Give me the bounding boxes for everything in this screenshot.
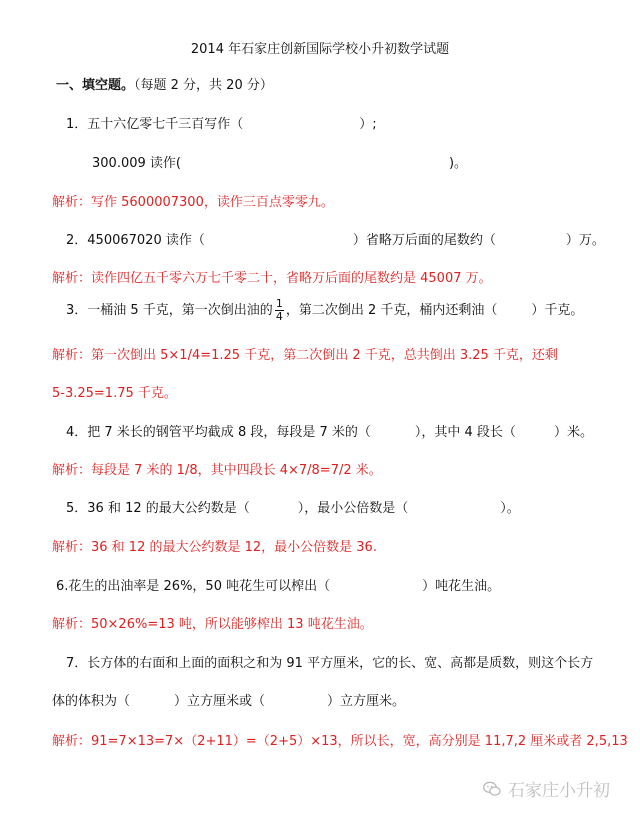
q1-sub-text-end: )。 bbox=[448, 156, 468, 171]
question-7-line-1: 7．长方体的右面和上面的面积之和为 91 平方厘米，它的长、宽、高都是质数，则这个长方 bbox=[66, 656, 594, 671]
answer-2: 解析：读作四亿五千零六万七千零二十，省略万后面的尾数约是 45007 万。 bbox=[52, 271, 492, 286]
answer-3-line-2: 5-3.25=1.75 千克。 bbox=[52, 386, 177, 401]
q4-text-end: ）米。 bbox=[553, 425, 593, 440]
q3-text-mid: ，第二次倒出 2 千克，桶内还剩油（ bbox=[285, 303, 498, 318]
question-1-sub bbox=[92, 152, 467, 171]
page-title: 2014 年石家庄创新国际学校小升初数学试题 bbox=[190, 42, 450, 57]
q1-text-end: ）; bbox=[359, 117, 377, 132]
q1-sub-text: 300.009 读作( bbox=[92, 156, 181, 171]
answer-6: 解析：50×26%=13 吨，所以能够榨出 13 吨花生油。 bbox=[52, 617, 373, 632]
section-note: （每题 2 分，共 20 分） bbox=[134, 78, 273, 93]
q5-text-mid: ），最小公倍数是（ bbox=[297, 501, 409, 516]
q5-text: 5．36 和 12 的最大公约数是（ bbox=[66, 501, 250, 516]
q7-text-end: ）立方厘米。 bbox=[327, 694, 406, 709]
q2-text-end: ）万。 bbox=[565, 233, 605, 248]
q6-text-end: ）吨花生油。 bbox=[422, 579, 501, 594]
q6-text: 6.花生的出油率是 26%，50 吨花生可以榨出（ bbox=[56, 579, 331, 594]
watermark-text: 石家庄小升初 bbox=[508, 781, 610, 801]
question-5 bbox=[66, 497, 520, 516]
q4-text-mid: ），其中 4 段长（ bbox=[414, 425, 516, 440]
fraction-numerator: 1 bbox=[275, 297, 283, 310]
q2-text-mid: ）省略万后面的尾数约（ bbox=[352, 233, 496, 248]
wechat-icon bbox=[482, 779, 502, 799]
section-title: 一、填空题。 bbox=[56, 78, 135, 93]
answer-1: 解析：写作 5600007300，读作三百点零零九。 bbox=[52, 195, 334, 210]
q7-text-mid: ）立方厘米或（ bbox=[174, 694, 266, 709]
question-1 bbox=[66, 113, 377, 132]
question-7-line-2 bbox=[52, 690, 405, 709]
question-2 bbox=[66, 229, 605, 248]
answer-4: 解析：每段是 7 米的 1/8，其中四段长 4×7/8=7/2 米。 bbox=[52, 463, 382, 478]
question-4 bbox=[66, 421, 593, 440]
question-3 bbox=[66, 298, 583, 323]
question-6 bbox=[56, 575, 500, 594]
answer-7: 解析：91=7×13=7×（2+11）=（2+5）×13，所以长，宽，高分别是 11,7,2 厘米或者 2,5,13 bbox=[52, 734, 628, 749]
q1-text: 1．五十六亿零七千三百写作（ bbox=[66, 117, 244, 132]
fraction bbox=[275, 298, 284, 323]
watermark bbox=[482, 776, 610, 801]
answer-3-line-1: 解析：第一次倒出 5×1/4=1.25 千克，第二次倒出 2 千克，总共倒出 3.25 千克，还剩 bbox=[52, 348, 558, 363]
q3-text-end: ）千克。 bbox=[531, 303, 584, 318]
q5-text-end: ）。 bbox=[500, 501, 520, 516]
q3-text: 3．一桶油 5 千克，第一次倒出油的 bbox=[66, 303, 273, 318]
q4-text: 4．把 7 米长的钢管平均截成 8 段，每段是 7 米的（ bbox=[66, 425, 371, 440]
q7-text: 体的体积为（ bbox=[52, 694, 131, 709]
answer-5: 解析：36 和 12 的最大公约数是 12，最小公倍数是 36. bbox=[52, 540, 377, 555]
section-heading bbox=[56, 74, 273, 93]
fraction-denominator: 4 bbox=[275, 310, 283, 323]
q2-text: 2．450067020 读作（ bbox=[66, 233, 205, 248]
